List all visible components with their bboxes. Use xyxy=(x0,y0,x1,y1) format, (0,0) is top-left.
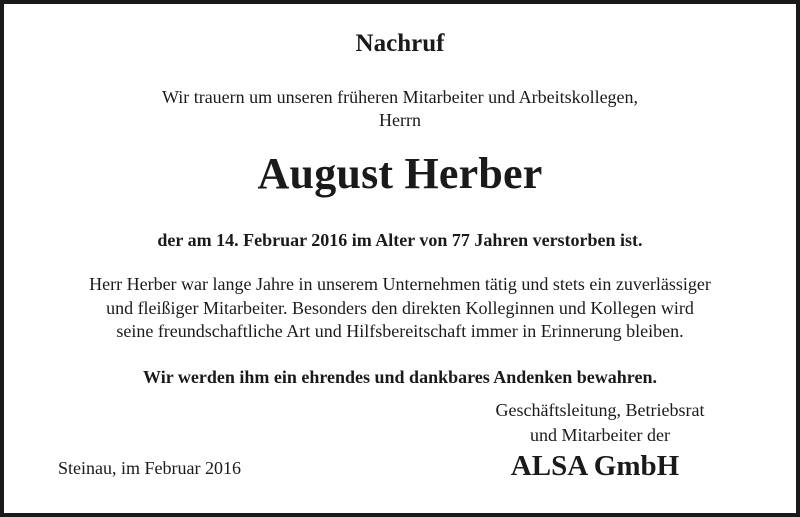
closing-statement: Wir werden ihm ein ehrendes und dankbares Andenken bewahren. xyxy=(143,367,657,387)
intro-line: Herrn xyxy=(379,110,421,130)
place-date: Steinau, im Februar 2016 xyxy=(58,458,241,478)
tribute-line: seine freundschaftliche Art und Hilfsbereitschaft immer in Erinnerung bleiben. xyxy=(116,321,684,341)
deceased-name: August Herber xyxy=(257,149,543,198)
tribute-line: Herr Herber war lange Jahre in unserem Unternehmen tätig und stets ein zuverlässiger xyxy=(89,274,711,294)
notice-heading: Nachruf xyxy=(355,30,445,57)
intro-line: Wir trauern um unseren früheren Mitarbeiter und Arbeitskollegen, xyxy=(161,87,639,107)
tribute-text xyxy=(0,273,800,344)
signatories xyxy=(470,398,730,448)
death-statement: der am 14. Februar 2016 im Alter von 77 Jahren verstorben ist. xyxy=(157,230,643,250)
intro-text xyxy=(0,86,800,132)
signatory-line: Geschäftsleitung, Betriebsrat xyxy=(495,400,705,420)
signatory-line: und Mitarbeiter der xyxy=(530,425,670,445)
company-name: ALSA GmbH xyxy=(510,450,680,482)
tribute-line: und fleißiger Mitarbeiter. Besonders den direkten Kolleginnen und Kollegen wird xyxy=(106,297,694,318)
